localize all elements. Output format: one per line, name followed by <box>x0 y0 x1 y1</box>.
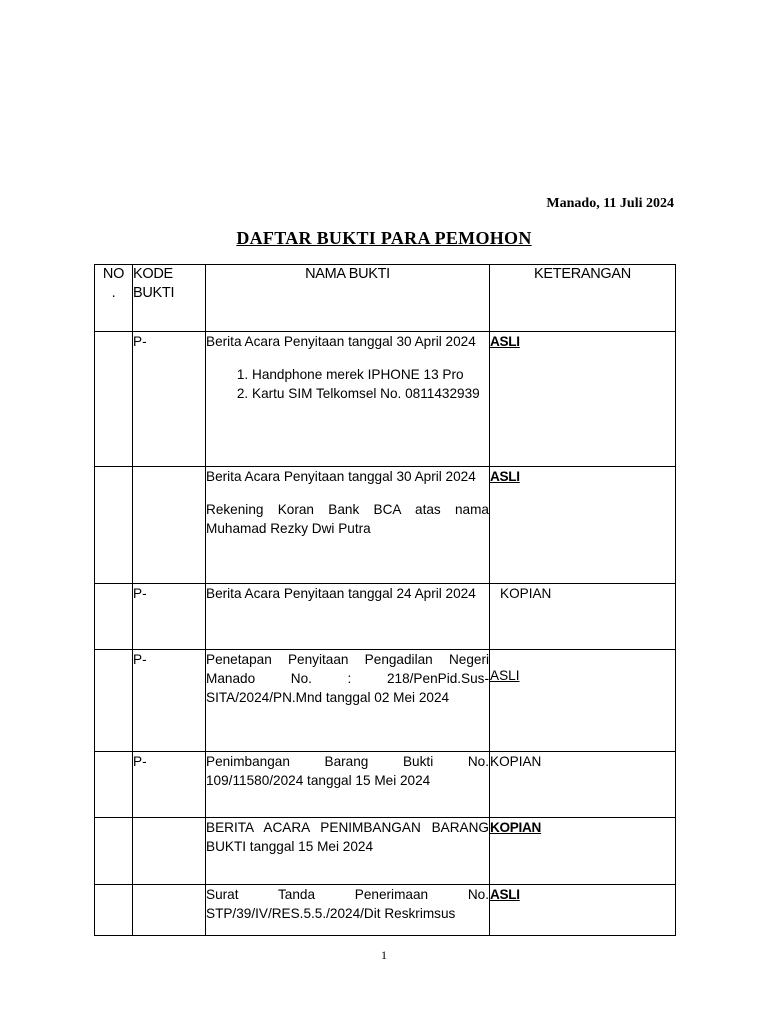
list-item: 1. Handphone merek IPHONE 13 Pro <box>252 365 489 384</box>
cell-nama <box>206 752 490 818</box>
header-nama-bukti: NAMA BUKTI <box>206 265 490 332</box>
table-row <box>95 752 676 818</box>
cell-nama <box>206 885 490 936</box>
status-label: ASLI <box>490 668 520 683</box>
cell-no <box>95 332 133 467</box>
document-date: Manado, 11 Juli 2024 <box>546 196 674 211</box>
cell-kode <box>133 467 206 584</box>
evidence-table <box>94 264 676 936</box>
status-label: ASLI <box>490 887 520 902</box>
cell-keterangan <box>490 467 676 584</box>
cell-no <box>95 752 133 818</box>
evidence-name: Berita Acara Penyitaan tanggal 30 April 2024 <box>206 334 476 349</box>
header-no-line2: . <box>111 285 116 301</box>
cell-kode: P- <box>133 752 206 818</box>
table-row <box>95 650 676 752</box>
evidence-name: Penimbangan Barang Bukti No. 109/11580/2024 tanggal 15 Mei 2024 <box>206 754 489 788</box>
status-label: ASLI <box>490 334 520 349</box>
cell-nama <box>206 818 490 885</box>
cell-kode: P- <box>133 584 206 650</box>
cell-kode: P- <box>133 332 206 467</box>
cell-nama <box>206 332 490 467</box>
cell-keterangan <box>490 752 676 818</box>
header-no <box>95 265 133 332</box>
document-title: DAFTAR BUKTI PARA PEMOHON <box>236 228 532 248</box>
cell-no <box>95 885 133 936</box>
evidence-detail: Rekening Koran Bank BCA atas nama Muhamad Rezky Dwi Putra <box>206 502 489 536</box>
status-label: ASLI <box>490 469 520 484</box>
table-row <box>95 584 676 650</box>
header-kode-bukti <box>133 265 206 332</box>
evidence-name: Berita Acara Penyitaan tanggal 24 April 2024 <box>206 586 476 601</box>
cell-no <box>95 650 133 752</box>
cell-kode: P- <box>133 650 206 752</box>
table-row <box>95 332 676 467</box>
table-row <box>95 467 676 584</box>
evidence-name: Penetapan Penyitaan Pengadilan Negeri Manado No. : 218/PenPid.Sus-SITA/2024/PN.Mnd tanggal 02 Mei 2024 <box>206 652 489 705</box>
evidence-items-list <box>206 365 489 403</box>
cell-nama <box>206 467 490 584</box>
table-row <box>95 818 676 885</box>
cell-no <box>95 818 133 885</box>
status-label: KOPIAN <box>500 586 552 601</box>
cell-nama <box>206 650 490 752</box>
cell-keterangan <box>490 885 676 936</box>
cell-keterangan <box>490 650 676 752</box>
cell-nama <box>206 584 490 650</box>
cell-keterangan <box>490 818 676 885</box>
evidence-name: Berita Acara Penyitaan tanggal 30 April 2024 <box>206 469 476 484</box>
page-number: 1 <box>381 948 387 962</box>
status-label: KOPIAN <box>490 820 542 835</box>
evidence-name: BERITA ACARA PENIMBANGAN BARANG BUKTI tanggal 15 Mei 2024 <box>206 820 489 854</box>
cell-kode <box>133 885 206 936</box>
header-keterangan: KETERANGAN <box>490 265 676 332</box>
list-item: 2. Kartu SIM Telkomsel No. 0811432939 <box>252 384 489 403</box>
evidence-name: Surat Tanda Penerimaan No. STP/39/IV/RES.5.5./2024/Dit Reskrimsus <box>206 887 489 921</box>
table-row <box>95 885 676 936</box>
header-kode-line2: BUKTI <box>133 285 175 301</box>
status-label: KOPIAN <box>490 754 542 769</box>
header-no-line1: NO <box>102 266 125 282</box>
cell-keterangan <box>490 332 676 467</box>
cell-no <box>95 467 133 584</box>
table-header-row <box>95 265 676 332</box>
cell-no <box>95 584 133 650</box>
cell-keterangan <box>490 584 676 650</box>
header-kode-line1: KODE <box>133 266 173 282</box>
cell-kode <box>133 818 206 885</box>
